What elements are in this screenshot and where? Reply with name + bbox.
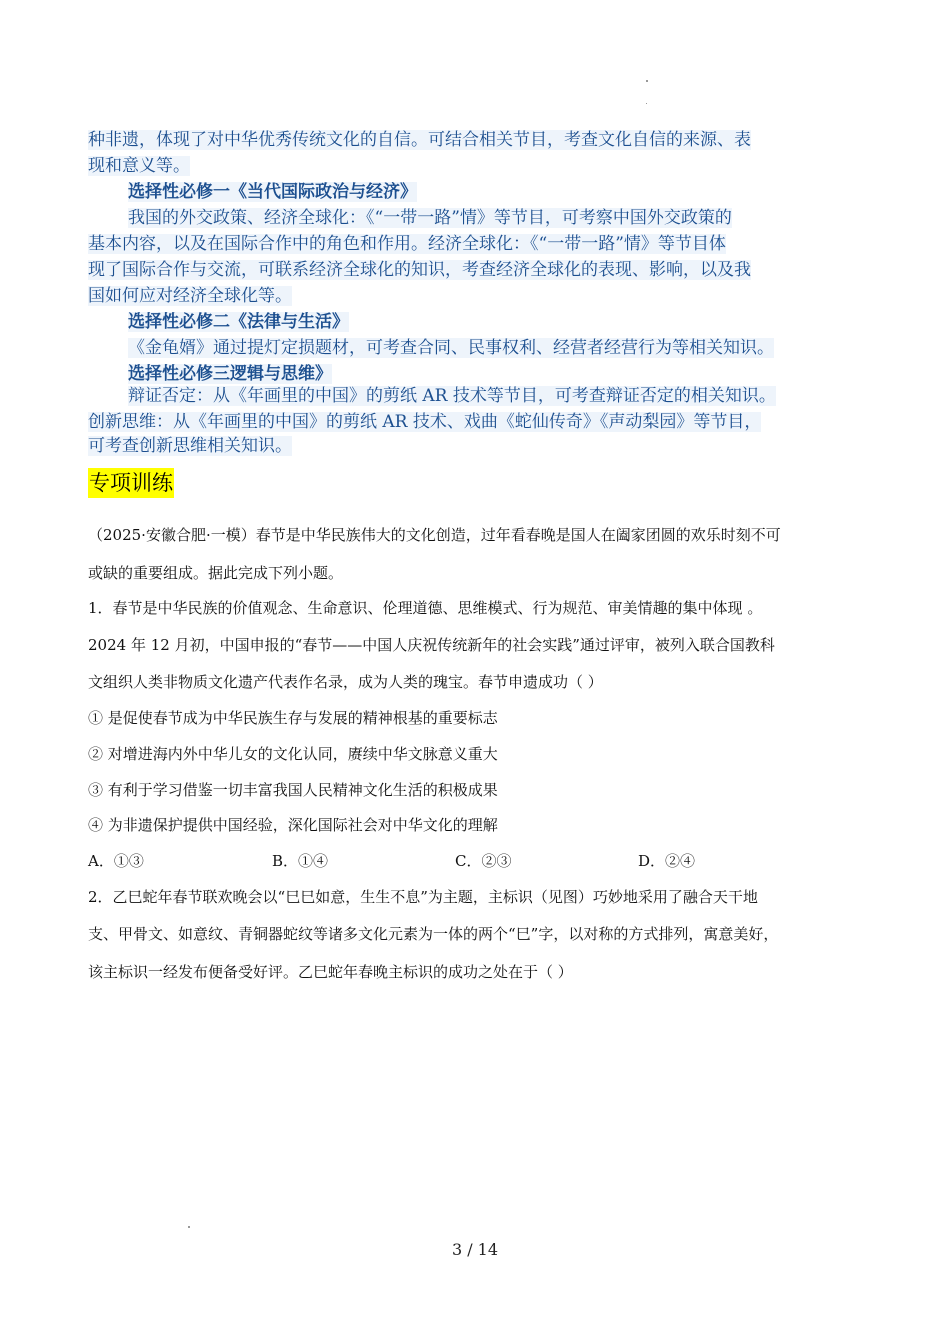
page-number: 3 / 14 [451,1240,499,1259]
analysis-heading: 选择性必修三逻辑与思维》 [128,364,332,384]
analysis-text: 现了国际合作与交流，可联系经济全球化的知识，考查经济全球化的表现、影响，以及我 [88,260,751,280]
option-d[interactable]: D．②④ [638,852,696,870]
decorative-dot [646,80,648,82]
section-title: 专项训练 [88,468,174,498]
decorative-dot [646,103,647,104]
question-2-text: 2．乙巳蛇年春节联欢晚会以“巳巳如意，生生不息”为主题，主标识（见图）巧妙地采用了融合天干地 [88,888,758,906]
statement-3: ③ 有利于学习借鉴一切丰富我国人民精神文化生活的积极成果 [88,781,498,799]
statement-2: ② 对增进海内外中华儿女的文化认同，赓续中华文脉意义重大 [88,745,498,763]
analysis-heading: 选择性必修一《当代国际政治与经济》 [128,182,417,202]
question-2-text: 支、甲骨文、如意纹、青铜器蛇纹等诸多文化元素为一体的两个“巳”字，以对称的方式排列，寓意美好， [88,925,779,943]
analysis-text: 种非遗，体现了对中华优秀传统文化的自信。可结合相关节目，考查文化自信的来源、表 [88,130,751,150]
question-1-text: 文组织人类非物质文化遗产代表作名录，成为人类的瑰宝。春节申遗成功（ ） [88,673,603,691]
analysis-heading: 选择性必修二《法律与生活》 [128,312,349,332]
analysis-text: 基本内容，以及在国际合作中的角色和作用。经济全球化：《“一带一路”情》等节目体 [88,234,726,254]
analysis-text: 我国的外交政策、经济全球化：《“一带一路”情》等节目，可考察中国外交政策的 [128,208,732,228]
question-1-text: 2024 年 12 月初，中国申报的“春节——中国人庆祝传统新年的社会实践”通过评审，被列入联合国教科 [88,636,775,654]
analysis-text: 国如何应对经济全球化等。 [88,286,292,306]
intro-text: （2025·安徽合肥·一模）春节是中华民族伟大的文化创造，过年看春晚是国人在阖家团圆的欢乐时刻不可 [88,526,781,544]
question-2-text: 该主标识一经发布便备受好评。乙巳蛇年春晚主标识的成功之处在于（ ） [88,963,573,981]
statement-1: ① 是促使春节成为中华民族生存与发展的精神根基的重要标志 [88,709,498,727]
decorative-dot [188,1226,190,1228]
statement-4: ④ 为非遗保护提供中国经验，深化国际社会对中华文化的理解 [88,816,498,834]
option-a[interactable]: A．①③ [88,852,144,870]
analysis-text: 创新思维：从《年画里的中国》的剪纸 AR 技术、戏曲《蛇仙传奇》《声动梨园》等节目， [88,412,762,432]
question-1-text: 1．春节是中华民族的价值观念、生命意识、伦理道德、思维模式、行为规范、审美情趣的集中体现 。 [88,599,763,617]
analysis-text: 可考查创新思维相关知识。 [88,436,292,456]
option-b[interactable]: B．①④ [272,852,329,870]
analysis-text: 现和意义等。 [88,156,190,176]
analysis-text: 《金龟婿》通过提灯定损题材，可考查合同、民事权利、经营者经营行为等相关知识。 [128,338,774,358]
intro-text: 或缺的重要组成。据此完成下列小题。 [88,564,344,582]
analysis-text: 辩证否定：从《年画里的中国》的剪纸 AR 技术等节目，可考查辩证否定的相关知识。 [128,386,776,406]
option-c[interactable]: C．②③ [455,852,512,870]
